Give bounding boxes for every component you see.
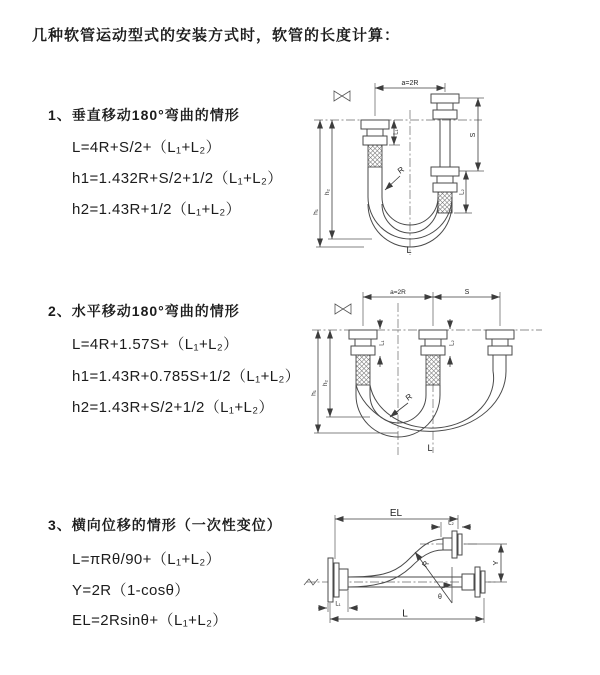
right-pipe-fitting [431,94,459,213]
svg-text:L₁: L₁ [379,340,386,346]
svg-text:a=2R: a=2R [401,80,419,87]
lower-right-flange [462,567,485,597]
section-1-formula-h1: h1=1.432R+S/2+1/2（L₁+L₂） [72,170,283,187]
svg-text:h₁: h₁ [310,390,318,396]
pipe-break-mark [304,579,318,585]
dim-l2 [450,319,456,367]
diagram-lateral-displacement [300,505,600,640]
dim-span-a2r [363,289,500,326]
dim-l2 [431,521,471,538]
svg-text:h₂: h₂ [322,379,329,387]
svg-text:L₂: L₂ [449,340,456,346]
svg-text:R: R [403,391,414,403]
valve-icon [334,91,350,101]
left-flange [328,558,348,602]
page-title: 几种软管运动型式的安装方式时，软管的长度计算： [32,27,401,44]
dim-l1 [380,319,386,367]
right-pipe-fitting [486,330,514,355]
label-hose-length: L [427,443,433,453]
svg-text:S: S [464,289,470,296]
section-2-formula-L: L=4R+1.57S+（L₁+L₂） [72,336,239,353]
section-1-heading: 1、垂直移动180°弯曲的情形 [48,107,240,123]
svg-text:L: L [402,608,408,620]
dim-h1 [313,120,365,247]
label-bend-radius [385,165,406,190]
section-2-heading: 2、水平移动180°弯曲的情形 [48,303,240,319]
valve-icon [335,304,351,314]
svg-text:h₂: h₂ [324,188,331,196]
dim-el [335,508,458,559]
svg-text:L₁: L₁ [393,129,400,135]
section-3-formula-L: L=πRθ/90+（L₁+L₂） [72,551,221,568]
left-pipe-fitting [361,120,389,167]
svg-text:Y: Y [491,560,500,566]
dim-l [330,598,484,623]
upper-right-flange [443,531,462,558]
dim-s [459,98,484,171]
middle-pipe-fitting [419,330,447,385]
angle-theta [438,567,452,603]
svg-text:L₂: L₂ [459,189,466,195]
dim-l1 [389,120,400,145]
svg-text:h₁: h₁ [312,209,320,215]
section-3-formula-Y: Y=2R（1-cosθ） [72,582,190,599]
svg-text:a=2R: a=2R [390,289,406,296]
svg-text:EL: EL [389,508,403,519]
svg-text:L₁: L₁ [335,601,341,608]
svg-text:L₂: L₂ [448,520,454,527]
label-hose-length: L [406,245,412,255]
section-2-formula-h2: h2=1.43R+S/2+1/2（L₁+L₂） [72,399,274,416]
section-3-formula-EL: EL=2Rsinθ+（L₁+L₂） [72,612,228,629]
section-1-formula-h2: h2=1.43R+1/2（L₁+L₂） [72,201,242,218]
section-1-formula-L: L=4R+S/2+（L₁+L₂） [72,139,222,156]
section-2-formula-h1: h1=1.43R+0.785S+1/2（L₁+L₂） [72,368,301,385]
svg-text:R: R [420,559,431,570]
diagram-vertical-move-180-bend [312,72,597,257]
label-bend-radius [390,392,414,417]
section-3-heading: 3、横向位移的情形（一次性变位） [48,517,282,533]
svg-text:θ: θ [438,594,442,601]
svg-text:S: S [470,132,477,138]
left-pipe-fitting [349,330,377,385]
dim-move-s [433,289,500,297]
svg-text:R: R [395,164,406,176]
diagram-horizontal-move-180-bend [310,283,598,461]
